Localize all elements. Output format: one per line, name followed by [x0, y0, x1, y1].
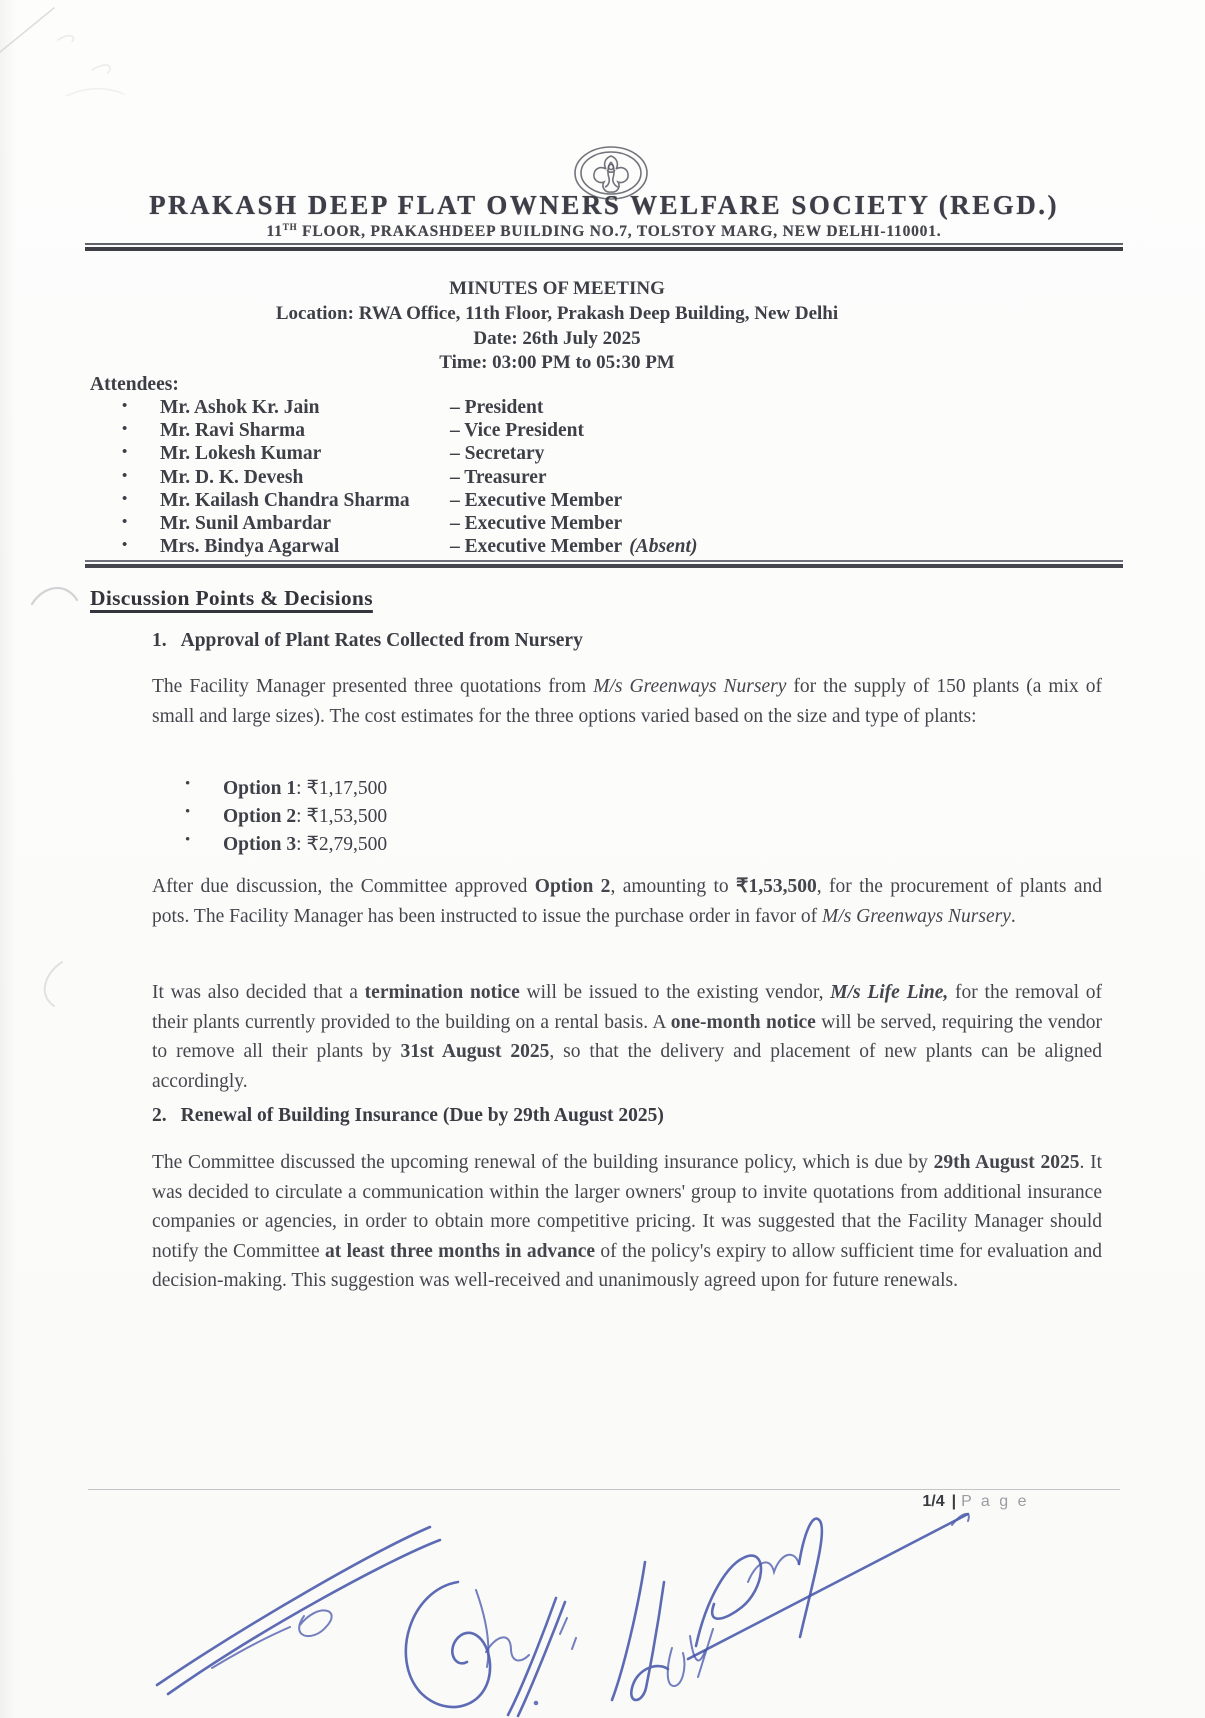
paragraph-plant-quotations: The Facility Manager presented three quotations from M/s Greenways Nursery for the supply of 150 plants (a mix of small and large sizes). The cost estimates for the three options varied based on the size and type of plants: [152, 676, 1103, 727]
meeting-location: Location: RWA Office, 11th Floor, Prakash Deep Building, New Delhi [275, 302, 839, 324]
signature-1 [157, 1527, 440, 1694]
page-label: P a g e [961, 1493, 1029, 1510]
signature-2 [406, 1582, 576, 1716]
section-heading: Discussion Points & Decisions [90, 586, 373, 610]
attendee-row [90, 443, 1010, 466]
attendee-row [90, 420, 1010, 443]
attendee-role: – Executive Member [450, 512, 623, 534]
bullet-icon: • [185, 804, 191, 820]
header-rule-thin [85, 243, 1123, 245]
bullet-icon: • [185, 832, 191, 848]
attendee-name: Mrs. Bindya Agarwal [160, 536, 340, 558]
attendee-role: – Secretary [450, 443, 545, 465]
item-2-heading [152, 1105, 664, 1127]
signature-3 [612, 1562, 713, 1700]
attendee-role: – Treasurer [450, 466, 547, 488]
attendee-name: Mr. Sunil Ambardar [160, 512, 332, 534]
bullet-icon: • [122, 490, 128, 507]
attendee-row [90, 536, 1010, 559]
attendee-name: Mr. Ashok Kr. Jain [160, 397, 320, 418]
attendees-label: Attendees: [90, 374, 179, 395]
attendee-absent-note: (Absent) [629, 536, 698, 558]
attendee-name: Mr. D. K. Devesh [160, 466, 304, 488]
attendee-row [90, 467, 1010, 490]
item-1-number: 1. [152, 630, 167, 651]
item-2-number: 2. [152, 1105, 167, 1126]
footer-rule [88, 1489, 1120, 1490]
option-1-value: Option 1: ₹1,17,500 [223, 778, 388, 799]
meeting-time: Time: 03:00 PM to 05:30 PM [439, 352, 675, 374]
meeting-title: MINUTES OF MEETING [449, 278, 665, 299]
bullet-icon: • [122, 398, 128, 414]
paragraph-option2-approved: After due discussion, the Committee approved Option 2, amounting to ₹1,53,500, for the procurement of plants and pots. The Facility Manager has been instructed to issue the purchase order in favor of M/s Greenways Nursery. [152, 876, 1102, 927]
attendee-role: – Executive Member (Absent) [450, 536, 698, 558]
attendee-row [90, 490, 1010, 513]
attendees-divider-thin [85, 560, 1123, 562]
paragraph-termination-notice: It was also decided that a termination notice will be issued to the existing vendor, M/s Life Line, for the removal of their plants currently provided to the building on a rental basis. A one-month notice will be served, requiring the vendor to remove all their plants by 31st August 2025, so that the delivery and placement of new plants can be aligned accordingly. [152, 982, 1102, 1092]
item-1-heading [152, 630, 583, 652]
attendees-divider-thick [85, 564, 1123, 568]
bullet-icon: • [185, 776, 191, 792]
page-number [922, 1493, 1029, 1511]
bullet-icon: • [122, 513, 128, 530]
page-number-value: 1/4 [922, 1493, 945, 1510]
option-3-value: Option 3: ₹2,79,500 [223, 834, 388, 855]
bullet-icon: • [122, 467, 128, 484]
society-name: PRAKASH DEEP FLAT OWNERS WELFARE SOCIETY (REGD.) [149, 190, 1059, 220]
header-rule-thick [85, 247, 1123, 251]
bullet-icon: • [122, 421, 128, 438]
attendee-role: – Executive Member [450, 489, 623, 511]
bullet-icon: • [122, 444, 128, 461]
option-2-value: Option 2: ₹1,53,500 [223, 806, 388, 827]
signature-4 [688, 1514, 969, 1659]
bullet-icon: • [122, 537, 128, 554]
attendee-role: – President [450, 397, 544, 418]
attendee-name: Mr. Kailash Chandra Sharma [160, 489, 410, 511]
meeting-date: Date: 26th July 2025 [473, 327, 641, 349]
meeting-info-block [0, 277, 1114, 376]
page-number-separator: | [951, 1493, 957, 1510]
item-2-title: Renewal of Building Insurance (Due by 29th August 2025) [180, 1105, 664, 1126]
attendee-row [90, 513, 1010, 536]
attendee-name: Mr. Lokesh Kumar [160, 443, 322, 465]
item-1-title: Approval of Plant Rates Collected from Nursery [180, 630, 583, 651]
ordinal-suffix: TH [282, 222, 298, 232]
paragraph-insurance-renewal: The Committee discussed the upcoming renewal of the building insurance policy, which is due by 29th August 2025. It was decided to circulate a communication within the larger owners' group to invite quotations from additional insurance companies or agencies, in order to obtain more competitive pricing. It was suggested that the Facility Manager should notify the Committee at least three months in advance of the policy's expiry to allow sufficient time for evaluation and decision-making. This suggestion was well-received and unanimously agreed upon for future renewals. [152, 1152, 1102, 1291]
society-address: 11TH FLOOR, PRAKASHDEEP BUILDING NO.7, TOLSTOY MARG, NEW DELHI-110001. [266, 222, 942, 241]
attendee-name: Mr. Ravi Sharma [160, 420, 305, 442]
attendees-list [90, 397, 1010, 559]
attendee-role: – Vice President [450, 420, 584, 442]
attendee-row [90, 397, 1010, 420]
